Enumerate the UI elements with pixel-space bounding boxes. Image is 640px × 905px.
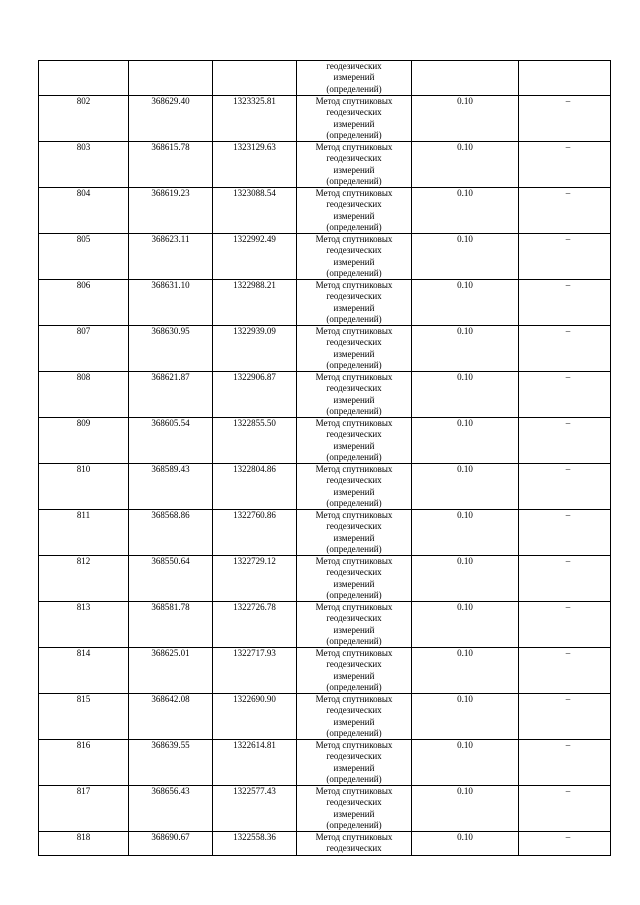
x-coordinate-cell — [129, 602, 213, 648]
accuracy-cell — [412, 832, 519, 856]
accuracy-cell — [412, 326, 519, 372]
accuracy-text: 0.10 — [457, 280, 473, 290]
coordinates-table-body — [39, 61, 611, 856]
x-coordinate-cell — [129, 786, 213, 832]
accuracy-text: 0.10 — [457, 96, 473, 106]
table-row — [39, 188, 611, 234]
method-cell — [297, 372, 412, 418]
point-number-cell — [39, 234, 129, 280]
table-row — [39, 510, 611, 556]
accuracy-text: 0.10 — [457, 694, 473, 704]
note-text: – — [565, 372, 571, 382]
method-cell — [297, 556, 412, 602]
x-coordinate-text: 368630.95 — [151, 326, 190, 336]
accuracy-text: 0.10 — [457, 372, 473, 382]
table-row — [39, 694, 611, 740]
x-coordinate-cell — [129, 740, 213, 786]
point-number-cell — [39, 188, 129, 234]
table-row — [39, 648, 611, 694]
x-coordinate-text: 368656.43 — [151, 786, 190, 796]
table-row — [39, 740, 611, 786]
note-cell — [519, 602, 611, 648]
x-coordinate-text: 368615.78 — [151, 142, 190, 152]
method-cell — [297, 142, 412, 188]
point-number-cell — [39, 602, 129, 648]
y-coordinate-text: 1323088.54 — [233, 188, 276, 198]
method-text: Метод спутниковых геодезических измерений (определений) — [315, 602, 393, 646]
y-coordinate-cell — [213, 142, 297, 188]
note-text: – — [565, 510, 571, 520]
x-coordinate-text: 368625.01 — [151, 648, 190, 658]
accuracy-cell — [412, 61, 519, 96]
table-row-continued — [39, 61, 611, 96]
point-number-text: 816 — [76, 740, 91, 750]
y-coordinate-text: 1322614.81 — [233, 740, 276, 750]
y-coordinate-text: 1322729.12 — [233, 556, 276, 566]
y-coordinate-text: 1322906.87 — [233, 372, 276, 382]
table-row — [39, 832, 611, 856]
point-number-text: 809 — [76, 418, 91, 428]
method-cell — [297, 61, 412, 96]
y-coordinate-text: 1322577.43 — [233, 786, 276, 796]
table-row — [39, 602, 611, 648]
x-coordinate-cell — [129, 142, 213, 188]
x-coordinate-cell — [129, 648, 213, 694]
y-coordinate-text: 1322804.86 — [233, 464, 276, 474]
accuracy-cell — [412, 234, 519, 280]
table-row — [39, 372, 611, 418]
note-cell — [519, 326, 611, 372]
x-coordinate-cell — [129, 418, 213, 464]
y-coordinate-cell — [213, 556, 297, 602]
accuracy-cell — [412, 142, 519, 188]
y-coordinate-cell — [213, 234, 297, 280]
y-coordinate-text: 1322717.93 — [233, 648, 276, 658]
y-coordinate-cell — [213, 464, 297, 510]
table-row — [39, 234, 611, 280]
note-cell — [519, 234, 611, 280]
accuracy-text: 0.10 — [457, 648, 473, 658]
x-coordinate-cell — [129, 372, 213, 418]
point-number-text: 817 — [76, 786, 91, 796]
method-cell — [297, 694, 412, 740]
method-cell — [297, 510, 412, 556]
y-coordinate-cell — [213, 510, 297, 556]
method-cell — [297, 96, 412, 142]
note-cell — [519, 188, 611, 234]
accuracy-text: 0.10 — [457, 464, 473, 474]
note-text: – — [565, 832, 571, 842]
accuracy-cell — [412, 510, 519, 556]
note-cell — [519, 372, 611, 418]
point-number-cell — [39, 510, 129, 556]
point-number-cell — [39, 280, 129, 326]
point-number-text: 818 — [76, 832, 91, 842]
point-number-cell — [39, 832, 129, 856]
y-coordinate-cell — [213, 648, 297, 694]
x-coordinate-text: 368621.87 — [151, 372, 190, 382]
y-coordinate-text: 1322855.50 — [233, 418, 276, 428]
note-cell — [519, 464, 611, 510]
x-coordinate-cell — [129, 464, 213, 510]
accuracy-cell — [412, 694, 519, 740]
accuracy-cell — [412, 602, 519, 648]
method-text: Метод спутниковых геодезических — [315, 832, 393, 854]
point-number-text: 807 — [76, 326, 91, 336]
accuracy-cell — [412, 418, 519, 464]
y-coordinate-text: 1322988.21 — [233, 280, 276, 290]
y-coordinate-text: 1322726.78 — [233, 602, 276, 612]
point-number-cell — [39, 372, 129, 418]
table-row — [39, 280, 611, 326]
table-row — [39, 326, 611, 372]
accuracy-text: 0.10 — [457, 188, 473, 198]
method-text: Метод спутниковых геодезических измерений (определений) — [315, 556, 393, 600]
method-text: Метод спутниковых геодезических измерений (определений) — [315, 464, 393, 508]
note-cell — [519, 510, 611, 556]
y-coordinate-text: 1323325.81 — [233, 96, 276, 106]
method-cell — [297, 602, 412, 648]
accuracy-text: 0.10 — [457, 510, 473, 520]
table-row — [39, 142, 611, 188]
y-coordinate-text: 1322760.86 — [233, 510, 276, 520]
note-cell — [519, 61, 611, 96]
note-cell — [519, 786, 611, 832]
y-coordinate-cell — [213, 832, 297, 856]
point-number-text: 815 — [76, 694, 91, 704]
method-text: Метод спутниковых геодезических измерений (определений) — [315, 188, 393, 232]
method-text: Метод спутниковых геодезических измерений (определений) — [315, 372, 393, 416]
accuracy-cell — [412, 372, 519, 418]
method-text: Метод спутниковых геодезических измерений (определений) — [315, 142, 393, 186]
x-coordinate-text: 368581.78 — [151, 602, 190, 612]
point-number-text: 805 — [76, 234, 91, 244]
accuracy-cell — [412, 740, 519, 786]
method-cell — [297, 832, 412, 856]
method-text: Метод спутниковых геодезических измерений (определений) — [315, 786, 393, 830]
x-coordinate-cell — [129, 280, 213, 326]
y-coordinate-cell — [213, 96, 297, 142]
accuracy-text: 0.10 — [457, 602, 473, 612]
method-text: Метод спутниковых геодезических измерений (определений) — [315, 234, 393, 278]
note-cell — [519, 142, 611, 188]
point-number-cell — [39, 556, 129, 602]
accuracy-cell — [412, 556, 519, 602]
x-coordinate-cell — [129, 61, 213, 96]
note-cell — [519, 648, 611, 694]
point-number-cell — [39, 61, 129, 96]
x-coordinate-text: 368619.23 — [151, 188, 190, 198]
note-cell — [519, 832, 611, 856]
accuracy-cell — [412, 648, 519, 694]
point-number-text: 803 — [76, 142, 91, 152]
x-coordinate-text: 368642.08 — [151, 694, 190, 704]
note-text: – — [565, 786, 571, 796]
x-coordinate-text: 368623.11 — [151, 234, 190, 244]
y-coordinate-cell — [213, 418, 297, 464]
note-text: – — [565, 280, 571, 290]
accuracy-text: 0.10 — [457, 556, 473, 566]
x-coordinate-cell — [129, 694, 213, 740]
x-coordinate-text: 368589.43 — [151, 464, 190, 474]
note-cell — [519, 694, 611, 740]
y-coordinate-cell — [213, 326, 297, 372]
x-coordinate-cell — [129, 234, 213, 280]
method-text: Метод спутниковых геодезических измерений (определений) — [315, 418, 393, 462]
point-number-text: 811 — [76, 510, 91, 520]
method-cell — [297, 648, 412, 694]
y-coordinate-cell — [213, 372, 297, 418]
table-row — [39, 418, 611, 464]
note-text: – — [565, 234, 571, 244]
method-cell — [297, 326, 412, 372]
accuracy-text: 0.10 — [457, 418, 473, 428]
note-text: – — [565, 556, 571, 566]
method-text: Метод спутниковых геодезических измерений (определений) — [315, 280, 393, 324]
accuracy-cell — [412, 96, 519, 142]
accuracy-text: 0.10 — [457, 326, 473, 336]
method-cell — [297, 188, 412, 234]
point-number-text: 808 — [76, 372, 91, 382]
note-text: – — [565, 602, 571, 612]
table-row — [39, 464, 611, 510]
point-number-text: 810 — [76, 464, 91, 474]
x-coordinate-cell — [129, 832, 213, 856]
x-coordinate-text: 368690.67 — [151, 832, 190, 842]
x-coordinate-text: 368629.40 — [151, 96, 190, 106]
method-text: геодезических измерений (определений) — [326, 61, 382, 94]
point-number-cell — [39, 694, 129, 740]
x-coordinate-text: 368550.64 — [151, 556, 190, 566]
coordinates-table — [38, 60, 611, 856]
point-number-cell — [39, 740, 129, 786]
accuracy-text: 0.10 — [457, 234, 473, 244]
y-coordinate-text: 1322558.36 — [233, 832, 276, 842]
y-coordinate-text: 1322690.90 — [233, 694, 276, 704]
x-coordinate-text: 368631.10 — [151, 280, 190, 290]
x-coordinate-text: 368605.54 — [151, 418, 190, 428]
note-cell — [519, 96, 611, 142]
accuracy-cell — [412, 786, 519, 832]
y-coordinate-cell — [213, 740, 297, 786]
point-number-cell — [39, 418, 129, 464]
x-coordinate-text: 368639.55 — [151, 740, 190, 750]
y-coordinate-text: 1322992.49 — [233, 234, 276, 244]
x-coordinate-cell — [129, 510, 213, 556]
point-number-text: 806 — [76, 280, 91, 290]
x-coordinate-cell — [129, 556, 213, 602]
x-coordinate-cell — [129, 326, 213, 372]
table-row — [39, 556, 611, 602]
y-coordinate-cell — [213, 786, 297, 832]
point-number-cell — [39, 142, 129, 188]
y-coordinate-cell — [213, 188, 297, 234]
table-row — [39, 96, 611, 142]
note-text: – — [565, 188, 571, 198]
y-coordinate-text: 1323129.63 — [233, 142, 276, 152]
note-cell — [519, 740, 611, 786]
x-coordinate-cell — [129, 96, 213, 142]
note-text: – — [565, 142, 571, 152]
x-coordinate-cell — [129, 188, 213, 234]
method-text: Метод спутниковых геодезических измерений (определений) — [315, 510, 393, 554]
y-coordinate-cell — [213, 280, 297, 326]
accuracy-text: 0.10 — [457, 786, 473, 796]
accuracy-text: 0.10 — [457, 142, 473, 152]
note-text: – — [565, 326, 571, 336]
note-cell — [519, 556, 611, 602]
method-text: Метод спутниковых геодезических измерений (определений) — [315, 96, 393, 140]
y-coordinate-cell — [213, 694, 297, 740]
point-number-cell — [39, 648, 129, 694]
y-coordinate-cell — [213, 61, 297, 96]
note-text: – — [565, 418, 571, 428]
method-text: Метод спутниковых геодезических измерений (определений) — [315, 694, 393, 738]
accuracy-text: 0.10 — [457, 832, 473, 842]
point-number-cell — [39, 326, 129, 372]
y-coordinate-text: 1322939.09 — [233, 326, 276, 336]
method-text: Метод спутниковых геодезических измерений (определений) — [315, 740, 393, 784]
note-text: – — [565, 740, 571, 750]
table-row — [39, 786, 611, 832]
point-number-text: 812 — [76, 556, 91, 566]
point-number-cell — [39, 464, 129, 510]
y-coordinate-cell — [213, 602, 297, 648]
accuracy-cell — [412, 188, 519, 234]
method-cell — [297, 740, 412, 786]
point-number-text: 813 — [76, 602, 91, 612]
note-text: – — [565, 648, 571, 658]
accuracy-cell — [412, 280, 519, 326]
point-number-text: 802 — [76, 96, 91, 106]
point-number-text: 814 — [76, 648, 91, 658]
point-number-text: 804 — [76, 188, 91, 198]
method-cell — [297, 418, 412, 464]
point-number-cell — [39, 786, 129, 832]
x-coordinate-text: 368568.86 — [151, 510, 190, 520]
method-cell — [297, 280, 412, 326]
method-cell — [297, 786, 412, 832]
method-cell — [297, 234, 412, 280]
accuracy-cell — [412, 464, 519, 510]
note-cell — [519, 280, 611, 326]
accuracy-text: 0.10 — [457, 740, 473, 750]
note-text: – — [565, 464, 571, 474]
point-number-cell — [39, 96, 129, 142]
method-cell — [297, 464, 412, 510]
note-text: – — [565, 694, 571, 704]
method-text: Метод спутниковых геодезических измерений (определений) — [315, 648, 393, 692]
method-text: Метод спутниковых геодезических измерений (определений) — [315, 326, 393, 370]
note-text: – — [565, 96, 571, 106]
note-cell — [519, 418, 611, 464]
